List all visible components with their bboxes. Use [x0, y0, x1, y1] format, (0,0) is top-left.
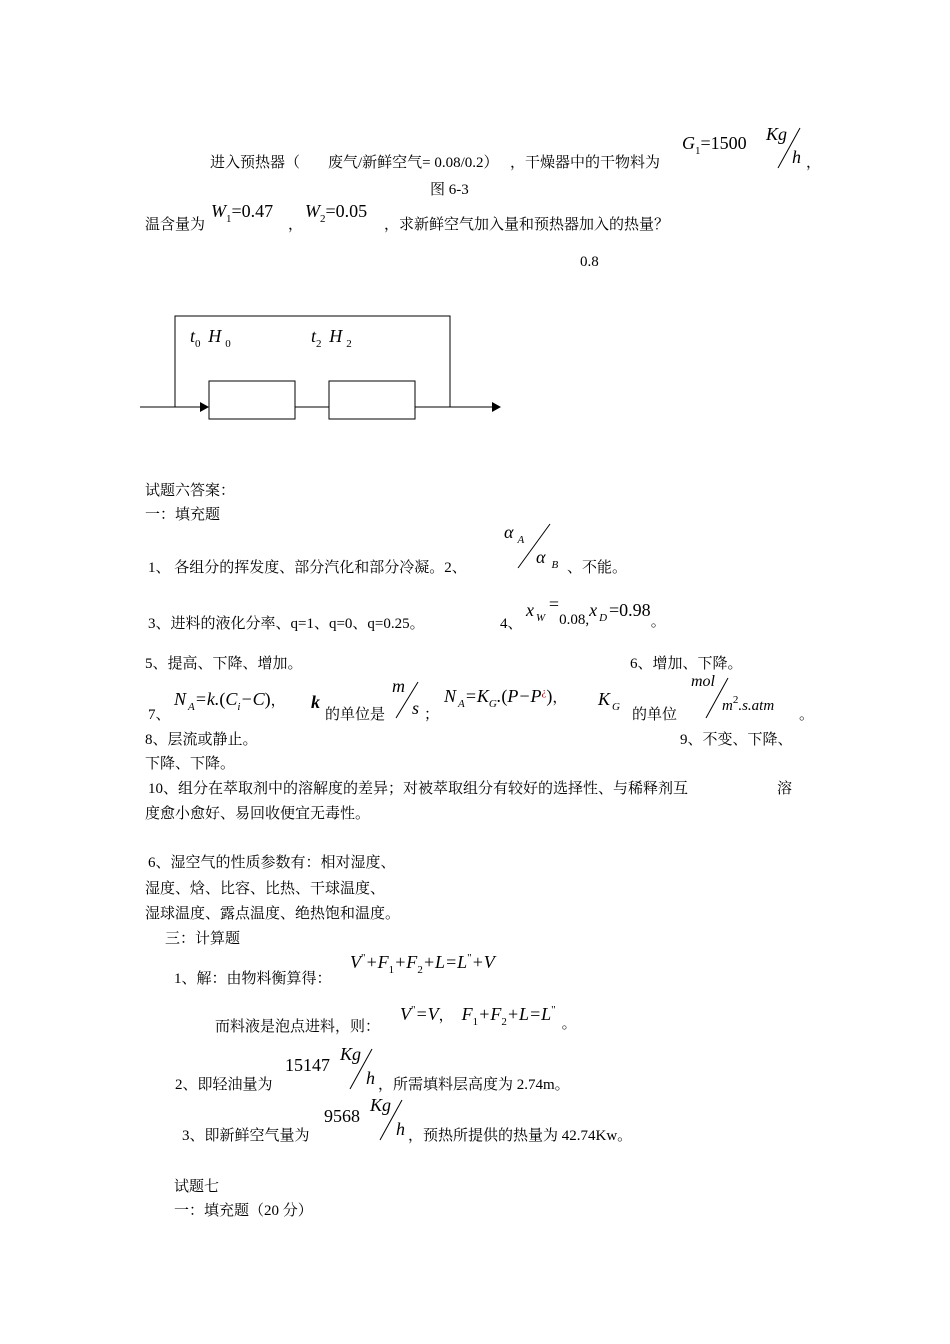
problem-line1-middle: 废气/新鲜空气= 0.08/0.2）	[328, 155, 499, 171]
g1-unit-num: Kg	[766, 124, 788, 144]
answers-title: 试题六答案：	[145, 483, 236, 499]
outlet-arrow-icon	[492, 402, 501, 412]
w-comma: ，	[288, 217, 304, 233]
section3-heading: 三：计算题	[165, 931, 241, 947]
answer-7-formula1: N $_A=k.(C_i-C)$，	[174, 689, 286, 713]
calc-2-value: 15147	[285, 1055, 330, 1075]
answer-7-end: 。	[799, 707, 815, 723]
calc-3-value: 9568	[324, 1106, 360, 1126]
answer-10-line1: 10、组分在萃取剂中的溶解度的差异；对被萃取组分有较好的选择性、与稀释剂互	[148, 781, 689, 797]
answer-7-semicolon: ；	[424, 707, 440, 723]
kg-unit-den: $m^2.s.atm$	[722, 694, 775, 714]
calc-1-formula: $V^"+F_1+F_2+L=L^"+V$	[350, 952, 495, 976]
answer-9-cont: 下降、下降。	[145, 756, 236, 772]
answer-5: 5、提高、下降、增加。	[145, 656, 303, 672]
calc-2-unit-num: Kg	[340, 1044, 362, 1064]
k-unit-num: m	[392, 676, 405, 696]
k-unit-den: s	[412, 698, 420, 718]
alpha-num: α $_A$	[504, 522, 525, 546]
kg-unit-num: mol	[691, 673, 715, 690]
g1-formula: $G_1=1500$	[682, 133, 747, 157]
answer-6: 6、增加、下降。	[630, 656, 743, 672]
calc-3-suffix: ，预热所提供的热量为 42.74Kw。	[408, 1128, 633, 1144]
alpha-den: α $_B$	[536, 547, 559, 571]
answer-3: 3、进料的液化分率、q=1、q=0、q=0.25。	[148, 616, 425, 632]
k-symbol: k	[311, 692, 320, 712]
answer-2-suffix: 、不能。	[567, 560, 628, 576]
w2-formula: $W_2=0.05$	[305, 201, 368, 225]
answer-7-formula2: N $_A=K_G.(P-P^¿)$，	[444, 686, 568, 710]
label-t0-h0: $t_0$ H $_0$	[190, 326, 231, 350]
inlet-arrow-icon	[200, 402, 209, 412]
calc-3-unit-num: Kg	[370, 1095, 392, 1115]
calc-3-unit-den: h	[396, 1119, 405, 1139]
b6-line1: 6、湿空气的性质参数有：相对湿度、	[148, 855, 396, 871]
b6-line2: 湿度、焓、比容、比热、干球温度、	[145, 881, 386, 897]
next-section1: 一：填充题（20 分）	[174, 1203, 313, 1219]
calc-1b-prefix: 而料液是泡点进料，则：	[215, 1019, 381, 1035]
answer-10-line1-end: 溶	[777, 781, 793, 797]
label-t2-h2: $t_2$ H $_2$	[311, 326, 352, 350]
calc-2-suffix: ，所需填料层高度为 2.74m。	[378, 1077, 570, 1093]
w1-formula: $W_1=0.47$	[211, 201, 274, 225]
problem-line3-suffix: ，求新鲜空气加入量和预热器加入的热量？	[384, 217, 670, 233]
kg-unit-label: 的单位	[632, 707, 678, 723]
calc-1-prefix: 1、解：由物料衡算得：	[174, 971, 332, 987]
answer-4-formula: x $_W$ =0.08,x $_D$ =0.98。	[526, 594, 666, 630]
calc-1b-formula: V"=V， $F_1+F_2+L=L^"$。	[400, 1004, 577, 1032]
preheater-box	[209, 381, 295, 419]
answer-8: 8、层流或静止。	[145, 732, 258, 748]
answer-7-prefix: 7、	[148, 707, 171, 723]
calc-2-unit-den: h	[366, 1068, 375, 1088]
answer-9: 9、不变、下降、	[680, 732, 793, 748]
answer-10-line2: 度愈小愈好、易回收便宜无毒性。	[145, 806, 371, 822]
g1-unit-den: h	[792, 147, 801, 167]
answer-1-2: 1、 各组分的挥发度、部分汽化和部分冷凝。2、	[148, 560, 467, 576]
figure-caption: 图 6-3	[430, 182, 469, 198]
b6-line3: 湿球温度、露点温度、绝热饱和温度。	[145, 906, 401, 922]
g1-comma: ，	[806, 155, 822, 171]
k-unit-label: 的单位是	[325, 707, 386, 723]
answer-4-prefix: 4、	[500, 616, 523, 632]
next-title: 试题七	[174, 1179, 220, 1195]
dryer-box	[329, 381, 415, 419]
kg-symbol: K $_G$	[598, 689, 620, 713]
problem-line3-prefix: 温含量为	[145, 217, 206, 233]
problem-line1-suffix: ，干燥器中的干物料为	[510, 155, 661, 171]
problem-line1-prefix: 进入预热器（	[210, 155, 301, 171]
g1-unit-slash	[776, 126, 806, 170]
k-unit-slash	[394, 680, 424, 720]
section1-heading: 一：填充题	[145, 507, 221, 523]
calc-3-prefix: 3、即新鲜空气量为	[182, 1128, 310, 1144]
ratio-label: 0.8	[580, 254, 599, 270]
calc-2-prefix: 2、即轻油量为	[175, 1077, 273, 1093]
